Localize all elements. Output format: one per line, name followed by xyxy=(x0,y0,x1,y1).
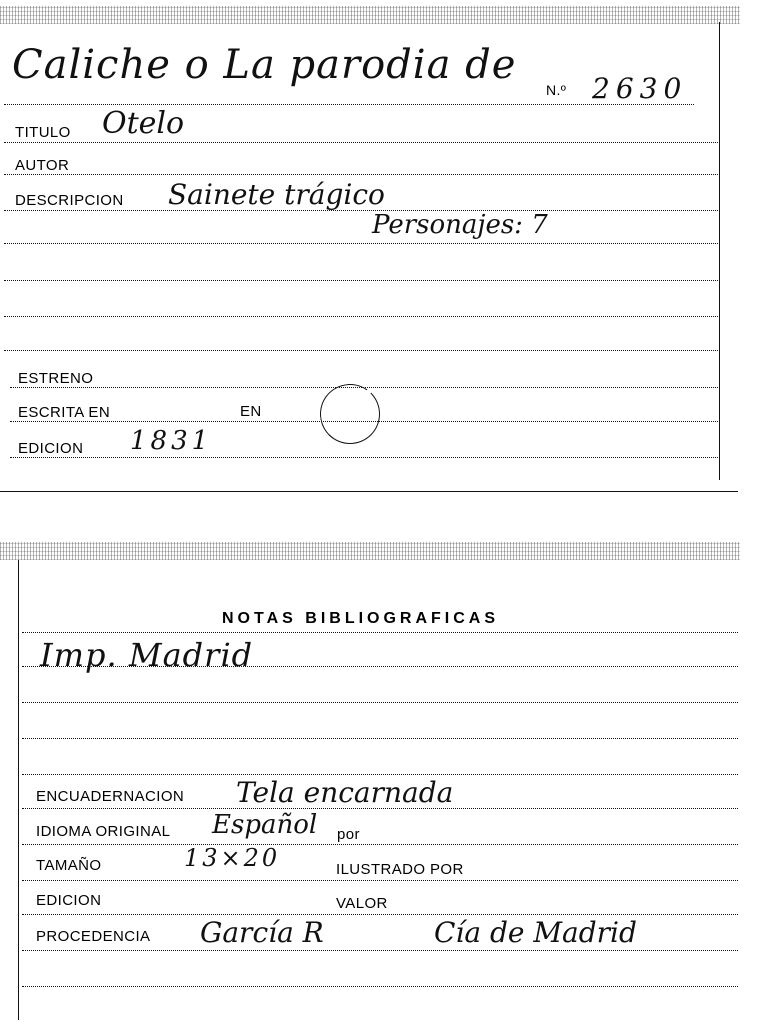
card-border-right xyxy=(719,22,720,480)
rule-edicion2 xyxy=(22,914,738,915)
valor-label: VALOR xyxy=(336,895,388,912)
personajes-value: Personajes: 7 xyxy=(372,210,548,240)
titulo-label: TITULO xyxy=(15,124,71,141)
rule-notes-4 xyxy=(22,774,738,775)
procedencia-value-a: García R xyxy=(200,916,324,949)
rule-encuadernacion xyxy=(22,808,738,809)
descripcion-value: Sainete trágico xyxy=(168,178,385,211)
tamano-value: 13×20 xyxy=(184,844,281,872)
ilustrado-label: ILUSTRADO POR xyxy=(336,861,464,878)
catalog-card-bottom xyxy=(0,538,740,1028)
idioma-label: IDIOMA ORIGINAL xyxy=(36,823,171,840)
rule-blank-1 xyxy=(4,243,718,244)
edicion2-label: EDICION xyxy=(36,892,102,909)
card-border-left xyxy=(18,560,19,1020)
procedencia-value-b: Cía de Madrid xyxy=(434,916,637,949)
descripcion-label: DESCRIPCION xyxy=(15,192,124,209)
rule-blank-2 xyxy=(4,280,718,281)
autor-label: AUTOR xyxy=(15,157,70,174)
encuadernacion-value: Tela encarnada xyxy=(236,776,454,809)
tamano-label: TAMAÑO xyxy=(36,857,102,874)
idioma-value: Español xyxy=(212,810,318,840)
edicion-value: 1831 xyxy=(130,426,213,456)
punch-hole-outline-lower xyxy=(320,384,380,444)
rule-autor xyxy=(4,174,718,175)
encuadernacion-label: ENCUADERNACION xyxy=(36,788,185,805)
rule-edicion xyxy=(10,457,718,458)
por-label: por xyxy=(337,826,360,843)
punch-hole-blank xyxy=(372,920,426,964)
card-bottom-edge xyxy=(0,491,738,492)
card-title-handwriting: Caliche o La parodia de xyxy=(12,42,517,88)
number-value: 2630 xyxy=(592,72,688,105)
rule-title xyxy=(4,104,694,105)
scan-noise-top xyxy=(0,6,740,24)
rule-heading xyxy=(22,632,738,633)
section-heading: NOTAS BIBLIOGRAFICAS xyxy=(222,610,500,627)
estreno-label: ESTRENO xyxy=(18,370,94,387)
procedencia-label: PROCEDENCIA xyxy=(36,928,151,945)
rule-idioma xyxy=(22,844,738,845)
rule-titulo xyxy=(4,142,718,143)
number-label: N.º xyxy=(546,82,567,98)
rule-blank-3 xyxy=(4,316,718,317)
rule-notes-2 xyxy=(22,702,738,703)
edicion-label: EDICION xyxy=(18,440,84,457)
escrita-label: ESCRITA EN xyxy=(18,404,111,421)
rule-notes-1 xyxy=(22,666,738,667)
scan-noise-bottom xyxy=(0,542,740,560)
rule-descripcion xyxy=(4,210,718,211)
notes-value: Imp. Madrid xyxy=(40,636,254,674)
en-label: EN xyxy=(240,403,262,420)
rule-blank-4 xyxy=(4,350,718,351)
rule-procedencia xyxy=(22,950,738,951)
rule-final xyxy=(22,986,738,987)
rule-tamano xyxy=(22,880,738,881)
rule-notes-3 xyxy=(22,738,738,739)
catalog-card-top xyxy=(0,0,740,495)
titulo-value: Otelo xyxy=(102,106,185,141)
